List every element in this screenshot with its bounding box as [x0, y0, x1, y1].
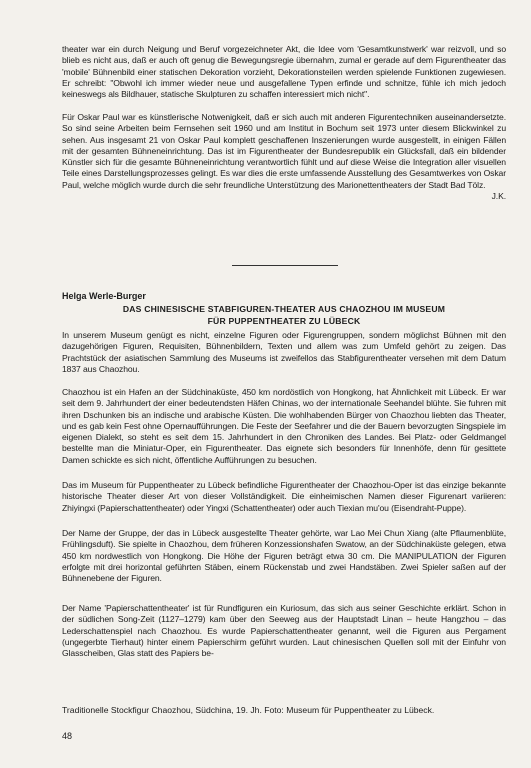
image-caption: Traditionelle Stockfigur Chaozhou, Südchina, 19. Jh. Foto: Museum für Puppentheater zu Lübeck.: [62, 705, 435, 715]
page-number: 48: [62, 731, 73, 741]
article-paragraph-4: Der Name der Gruppe, der das in Lübeck ausgestellte Theater gehörte, war Lao Mei Chun Xiang (alte Pflaumenblüte, Frühlingsduft). Sie spielte in Chaozhou, dem früheren Konzessionshafen Swatow, an der Südchinaküste gelegen, etwa 450 km nordwestlich von Hongkong. Die Höhe der Figuren beträgt etwa 30 cm. Die MANIPULATION der Figuren erfolgte mit drei horizontal geführten Stäben, einem Rückenstab und zwei Handstäben. Zwei Spieler saßen auf der Bühnenebene der Figuren.: [62, 528, 506, 584]
signature: J.K.: [491, 191, 506, 202]
article-paragraph-3: Das im Museum für Puppentheater zu Lübeck befindliche Figurentheater der Chaozhou-Oper ist das einzige bekannte historische Theater dieser Art von dieser Vollständigkeit. Die einheimischen Namen dieser Figurenart variieren: Zhiyingxi (Papierschattentheater) oder Yingxi (Schattentheater) oder auch Tiexian mu'ou (Eisendraht-Puppe).: [62, 480, 506, 513]
article-title-line-1: DAS CHINESISCHE STABFIGUREN-THEATER AUS CHAOZHOU IM MUSEUM: [122, 304, 446, 314]
article-paragraph-1: In unserem Museum genügt es nicht, einzelne Figuren oder Figurengruppen, sondern möglichst Bühnen mit den dazugehörigen Figuren, Requisiten, Bühnenbildern, Texten und allem was zum Umfeld gehört zu zeigen. Das Prachtstück der asiatischen Sammlung des Museums ist zweifellos das Stabfigurentheater versehen mit dem Datum 1837 aus Chaozhou.: [62, 330, 506, 374]
article-paragraph-5: Der Name 'Papierschattentheater' ist für Rundfiguren ein Kuriosum, das sich aus seiner Geschichte erklärt. Schon in der südlichen Song-Zeit (1127–1279) kam über den Seeweg aus der Hauptstadt Linan – heute Hangzhou – das Lederschattenspiel nach Chaozhou. Es wurde Papierschattentheater genannt, weil die Figuren aus Pergament (ungegerbte Tierhaut) hinter einem Papierschirm geführt wurden. Laut chinesischen Quellen soll mit der Einfuhr von Glasscheiben, Glas statt des Papiers be-: [62, 603, 506, 659]
section-divider: [232, 265, 338, 266]
top-paragraph-2-text: Für Oskar Paul war es künstlerische Notwenigkeit, daß er sich auch mit anderen Figurentechniken auseinandersetzte. So sind seine Arbeiten beim Fernsehen seit 1960 und am Institut in Bochum seit 1973 unter diesem Blickwinkel zu sehen. Aus insgesamt 21 von Oskar Paul komplett geschaffenen Inszenierungen wurde ausgestellt, in einigen Fällen mit der gesamten Bühneneinrichtung. Das ist im Figurentheater der Bundesrepublik ein Glücksfall, daß ein bildender Künstler sich für die gesamte Bühneneinrichtung verantwortlich fühlt und auf diese Weise die Integration aller visuellen Teile eines Darstellungsprozesses gelingt. Es war dies die erste umfassende Ausstellung des Gesamtwerkes von Oskar Paul, welche möglich wurde durch die sehr freundliche Unterstützung des Marionettentheaters der Stadt Bad Tölz.: [62, 112, 506, 190]
article-title: [62, 304, 506, 327]
top-paragraph-2: [62, 112, 506, 202]
article-paragraph-2: Chaozhou ist ein Hafen an der Südchinaküste, 450 km nordöstlich von Hongkong, hat Ähnlichkeit mit Lübeck. Er war seit dem 9. Jahrhundert der einer bedeutendsten Häfen Chinas, wo der internationale Seehandel blühte. Sie fuhren mit ihren Dschunken bis an indische und arabische Küsten. Die wohlhabenden Bürger von Chaozhou liebten das Theater, und es gab kein Fest ohne Opernaufführungen. Die Feste der Seefahrer und die der Bauern bevorzugten Singspiele im eigenen Dialekt, so steht es seit dem 15. Jahrhundert in den Chroniken des Landes. Bei Platz- oder Geldmangel bestellte man die Miniatur-Oper, ein Figurentheater. Das eignete sich besonders für Innenhöfe, denn für gesittete Damen schickte es sich nicht, öffentliche Aufführungen zu besuchen.: [62, 387, 506, 465]
article-title-line-2: FÜR PUPPENTHEATER ZU LÜBECK: [207, 315, 361, 326]
top-paragraph-1: theater war ein durch Neigung und Beruf vorgezeichneter Akt, die Idee vom 'Gesamtkunstwerk' war reizvoll, und so blieb es nicht aus, daß er auch oft genug die Bewegungsregie übernahm, zumal er gerade auf dem Figurentheater das 'mobile' Bühnenbild einer statischen Dekoration vorzieht, Dekorationsteilen werden spielende Funktionen zugewiesen. Er schreibt: "Obwohl ich immer wieder neue und ausgefallene Typen erfinde und schnitze, fühle ich mich jedoch keineswegs als Bildhauer, statische Skulpturen zu schaffen interessiert mich nicht".: [62, 44, 506, 100]
article-author: Helga Werle-Burger: [62, 291, 146, 301]
